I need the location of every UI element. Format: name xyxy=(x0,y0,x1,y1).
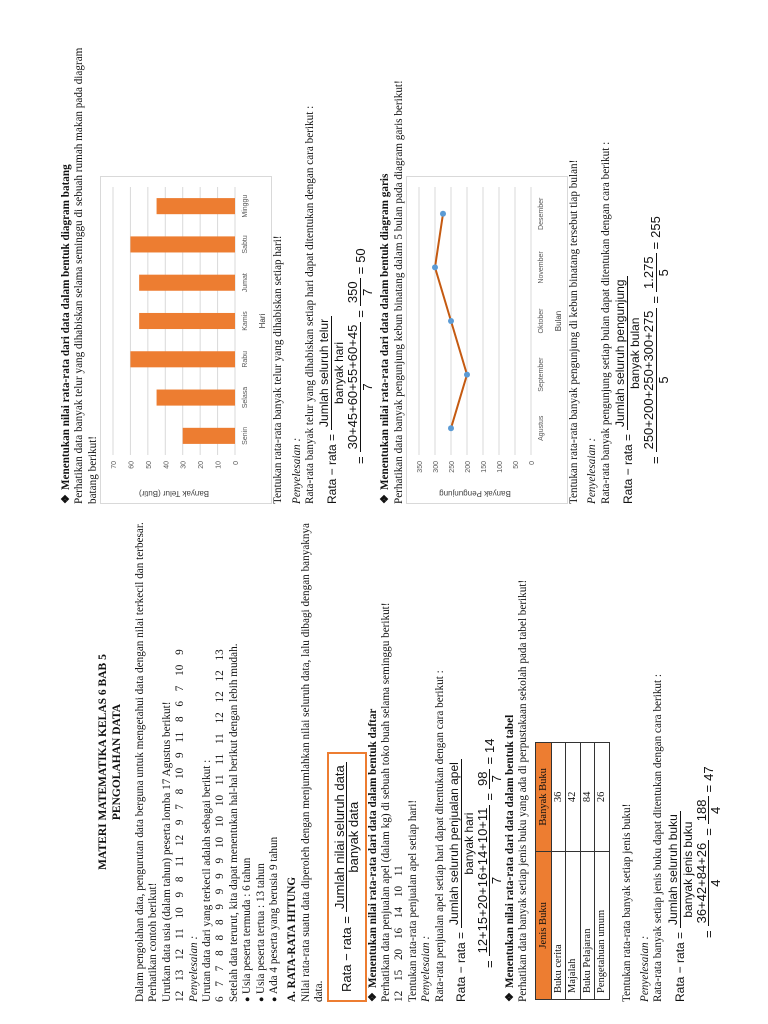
y-tick-label: 150 xyxy=(481,461,489,473)
calc-fraction xyxy=(346,278,374,306)
data-point xyxy=(448,318,454,324)
calc-numerator: 350 xyxy=(346,278,360,306)
y-tick-label: 200 xyxy=(465,461,473,473)
line-formula xyxy=(613,34,642,504)
calc-fraction xyxy=(642,308,670,453)
calc-result: 255 xyxy=(648,216,664,238)
line-chart-svg xyxy=(407,177,567,503)
calc-denominator: 7 xyxy=(359,383,375,391)
data-point xyxy=(448,425,454,431)
line-calculation xyxy=(642,34,670,504)
x-tick-label: September xyxy=(538,357,546,392)
formula-denominator: banyak data xyxy=(346,801,362,873)
bar-chart xyxy=(100,176,272,504)
equals-sign: = xyxy=(648,295,664,304)
title-line-1: MATERI MATEMATIKA KELAS 6 BAB 5 xyxy=(97,654,109,870)
y-tick-label: 50 xyxy=(146,461,154,469)
solution-label: Penyelesaian : xyxy=(290,437,303,504)
table-cell: Pengetahuan umum xyxy=(595,851,609,999)
solution-label: Penyelesaian : xyxy=(639,935,651,1002)
equals-sign: = xyxy=(701,828,717,836)
equals-sign: = xyxy=(482,756,498,765)
table-paragraph: Perhatikan data banyak setiap jenis buku yang ada di perpustakaan sekolah pada tabel berikut! xyxy=(517,579,530,1002)
subsection-heading-text: Menentukan nilai rata-rata dari data dalam bentuk tabel xyxy=(503,714,516,988)
subsection-heading-table: ❖Menentukan nilai rata-rata dari data dalam bentuk tabel xyxy=(503,714,516,1002)
calc-denominator: 4 xyxy=(708,879,724,887)
table-cell: 26 xyxy=(595,743,609,852)
data-point xyxy=(432,264,438,270)
subsection-heading-text: Menentukan nilai rata-rata dari data dalam bentuk diagram garis xyxy=(379,173,392,490)
equals-sign: = xyxy=(648,241,664,250)
y-axis-label: Banyak Pengunjung xyxy=(439,489,511,498)
calc-numerator: 1.275 xyxy=(642,253,656,292)
formula-lhs: Rata − rata = xyxy=(338,916,354,992)
y-tick-label: 100 xyxy=(497,461,505,473)
bar-chart-svg xyxy=(101,177,271,503)
formula-fraction xyxy=(317,316,346,430)
table-row xyxy=(580,743,594,1000)
calc-numerator: 250+200+250+300+275 xyxy=(642,308,656,453)
y-tick-label: 50 xyxy=(513,461,521,469)
calc-numerator: 12+15+20+16+14+10+11 xyxy=(476,805,490,957)
calc-result: 14 xyxy=(482,738,498,753)
formula-lhs: Rata − rata = xyxy=(673,931,688,1002)
subsection-heading-text: Menentukan nilai rata-rata dari data dalam bentuk daftar xyxy=(366,708,379,988)
table-header-cell: Banyak Buku xyxy=(535,743,551,852)
x-tick-label: November xyxy=(538,251,546,284)
list-paragraph: Perhatikan data penjualan apel (dalam kg) di sebuah toko buah selama seminggu berikut! xyxy=(379,602,392,1002)
y-tick-label: 60 xyxy=(128,461,136,469)
x-tick-label: Kamis xyxy=(242,311,250,331)
bar xyxy=(131,351,236,367)
calc-numerator: 30+45+60+55+60+45 xyxy=(346,322,360,453)
calc-fraction xyxy=(642,253,670,292)
calc-numerator: 36+42+84+26 xyxy=(695,840,709,927)
table-header-cell: Jenis Buku xyxy=(535,851,551,999)
table-question: Tentukan rata-rata banyak setiap jenis buku! xyxy=(620,803,633,1002)
calc-fraction xyxy=(476,805,504,957)
calc-denominator: 7 xyxy=(359,288,375,296)
calc-result: 47 xyxy=(701,766,717,781)
x-tick-label: Sabtu xyxy=(242,235,250,254)
formula-numerator: Jumlah seluruh buku xyxy=(666,811,681,928)
calc-numerator: 98 xyxy=(476,769,490,789)
table-formula xyxy=(666,522,695,1002)
bar xyxy=(157,390,235,406)
x-tick-label: Oktober xyxy=(538,308,546,334)
x-tick-label: Rabu xyxy=(242,350,250,368)
table-cell: Buku cerita xyxy=(551,851,565,999)
formula-numerator: Jumlah seluruh penjualan apel xyxy=(447,759,462,928)
subsection-heading-line: ❖Menentukan nilai rata-rata dari data dalam bentuk diagram garis xyxy=(379,173,392,504)
bar-paragraph: Perhatikan data banyak telur yang dihabiskan selama seminggu di sebuah rumah makan pada diagram batang berikut! xyxy=(73,47,99,504)
y-tick-label: 250 xyxy=(449,461,457,473)
formula-denominator: banyak hari xyxy=(332,341,347,404)
intro-paragraph: Dalam pengolahan data, pengurutan data berguna untuk mengetahui data dengan nilai terkecil dan terbesar. Perhatikan contoh berikut! xyxy=(134,522,160,1002)
calc-result: 50 xyxy=(352,248,368,263)
y-tick-label: 30 xyxy=(180,461,188,469)
calc-denominator: 7 xyxy=(489,775,505,783)
bar xyxy=(183,428,235,444)
formula-denominator: banyak jenis buku xyxy=(680,821,695,918)
table-cell: Buku Pelajaran xyxy=(580,851,594,999)
table-row xyxy=(551,743,565,1000)
calc-denominator: 5 xyxy=(655,376,671,384)
apple-data-row: 12 15 20 16 14 10 11 xyxy=(393,865,406,1002)
equals-sign: = xyxy=(701,784,717,793)
line-paragraph: Perhatikan data banyak pengunjung kebun binatang dalam 5 bulan pada diagram garis berikut! xyxy=(392,80,405,504)
y-tick-label: 70 xyxy=(111,461,119,469)
bullet-item: ● Ada 4 peserta yang berusia 9 tahun xyxy=(268,522,281,1002)
bullet-item: ● Usia peserta termuda : 6 tahun xyxy=(241,522,254,1002)
subsection-heading-text: Menentukan nilai rata-rata dari data dalam bentuk diagram batang xyxy=(60,164,72,490)
bar xyxy=(139,313,235,329)
subsection-heading-list: ❖Menentukan nilai rata-rata dari data dalam bentuk daftar xyxy=(366,708,379,1002)
table-cell: 36 xyxy=(551,743,565,852)
formula-numerator: Jumlah nilai seluruh data xyxy=(333,762,347,912)
title-line-2: PENGOLAHAN DATA xyxy=(111,703,123,821)
x-tick-label: Agustus xyxy=(538,415,546,441)
x-tick-label: Senin xyxy=(242,426,250,445)
list-explain: Rata-rata penjualan apel setiap hari dapat ditentukan dengan cara berikut : xyxy=(433,670,446,1002)
bar xyxy=(157,198,235,214)
formula-lhs: Rata − rata = xyxy=(454,931,469,1002)
calc-fraction xyxy=(695,796,723,824)
formula-numerator: Jumlah seluruh telur xyxy=(317,316,332,430)
section-heading: A. RATA-RATA HITUNG xyxy=(286,876,299,1002)
formula-fraction xyxy=(613,277,642,430)
y-tick-label: 300 xyxy=(433,461,441,473)
solution-label: Penyelesaian : xyxy=(586,437,599,504)
bar xyxy=(131,236,236,252)
calc-numerator: 188 xyxy=(695,796,709,824)
x-tick-label: Minggu xyxy=(242,194,250,218)
table-header-row xyxy=(535,743,551,1000)
bar-calculation xyxy=(346,34,374,504)
equals-sign: = xyxy=(352,266,368,275)
sorted-data-row: 6 7 7 8 8 8 9 9 9 9 10 10 10 11 11 11 12 12 12 13 xyxy=(214,649,227,1002)
calc-fraction xyxy=(346,322,374,453)
y-tick-label: 0 xyxy=(233,461,241,465)
page-title xyxy=(96,522,124,1002)
table-cell: Majalah xyxy=(566,851,580,999)
list-question: Tentukan rata-rata penjualan apel setiap hari! xyxy=(406,799,419,1002)
bar-explain: Rata-rata banyak telur yang dihabiskan setiap hari dapat ditentukan dengan cara berikut : xyxy=(304,105,317,504)
calc-denominator: 5 xyxy=(655,269,671,277)
bullet-item: ● Usia peserta tertua : 13 tahun xyxy=(255,522,268,1002)
formula-lhs: Rata − rata = xyxy=(620,433,635,504)
x-axis-label: Bulan xyxy=(554,310,564,332)
formula-fraction xyxy=(447,759,476,928)
formula-lhs: Rata − rata = xyxy=(324,433,339,504)
table-explain: Rata-rata banyak setiap jenis buku dapat ditentukan dengan cara berikut : xyxy=(652,673,665,1002)
right-column xyxy=(60,34,670,504)
subsection-heading-bar: ❖Menentukan nilai rata-rata dari data dalam bentuk diagram batang xyxy=(60,164,72,504)
equals-sign: = xyxy=(352,310,368,318)
x-axis-label: Hari xyxy=(258,313,268,329)
equals-sign: = xyxy=(352,456,368,464)
data-point xyxy=(464,372,470,378)
y-tick-label: 40 xyxy=(163,461,171,469)
sorted-conclusion: Setelah data terurut, kita dapat menentukan hal-hal berikut dengan lebih mudah. xyxy=(227,643,240,1002)
calc-fraction xyxy=(695,840,723,927)
list-calculation xyxy=(476,522,504,1002)
line-chart xyxy=(406,176,568,504)
formula-numerator: Jumlah seluruh pengunjung xyxy=(613,277,628,430)
table-row xyxy=(566,743,580,1000)
table-cell: 42 xyxy=(566,743,580,852)
intro-instruction: Urutkan data usia (dalam tahun) peserta lomba 17 Agustus berikut! xyxy=(160,701,173,1002)
y-tick-label: 20 xyxy=(198,461,206,469)
table-calculation xyxy=(695,522,723,1002)
calc-denominator: 4 xyxy=(708,806,724,814)
mean-formula-box xyxy=(327,752,367,1002)
data-point xyxy=(440,211,446,217)
equals-sign: = xyxy=(701,930,717,938)
line-explain: Rata-rata banyak pengunjung setiap bulan dapat ditentukan dengan cara berikut : xyxy=(599,141,612,504)
solution-label: Penyelesaian : xyxy=(420,935,433,1002)
section-description: Nilai rata-rata suatu data diperoleh dengan menjumlahkan nilai seluruh data, lalu dibagi dengan banyaknya data. xyxy=(299,522,326,1002)
y-tick-label: 10 xyxy=(215,461,223,469)
left-column xyxy=(96,522,723,1002)
formula-denominator: banyak bulan xyxy=(628,317,643,389)
solution-label: Penyelesaian : xyxy=(187,935,200,1002)
book-table xyxy=(535,742,610,1000)
table-row xyxy=(595,743,609,1000)
list-formula xyxy=(447,522,476,1002)
equals-sign: = xyxy=(648,456,664,464)
x-tick-label: Jumat xyxy=(242,273,250,293)
table-cell: 84 xyxy=(580,743,594,852)
equals-sign: = xyxy=(482,960,498,968)
bar xyxy=(139,275,235,291)
line-question: Tentukan rata-rata banyak pengunjung di kebun binatang tersebut tiap bulan! xyxy=(568,159,581,504)
calc-fraction xyxy=(476,769,504,789)
equals-sign: = xyxy=(482,793,498,801)
sorted-intro: Urutan data dari yang terkecil adalah sebagai berikut : xyxy=(201,759,214,1002)
formula-fraction xyxy=(333,762,361,912)
formula-fraction xyxy=(666,811,695,928)
bar-question: Tentukan rata-rata banyak telur yang dihabiskan setiap hari! xyxy=(272,235,285,504)
x-tick-label: Desember xyxy=(538,197,546,230)
formula-denominator: banyak hari xyxy=(461,812,476,875)
x-tick-label: Selasa xyxy=(242,386,250,409)
y-axis-label: Banyak Telur (Butir) xyxy=(139,489,210,498)
y-tick-label: 0 xyxy=(529,461,537,465)
y-tick-label: 350 xyxy=(417,461,425,473)
bar-formula xyxy=(317,34,346,504)
age-data-row: 12 13 12 11 10 9 8 11 12 9 7 8 10 9 11 8 6 7 10 9 xyxy=(174,649,187,1002)
calc-denominator: 7 xyxy=(489,876,505,885)
